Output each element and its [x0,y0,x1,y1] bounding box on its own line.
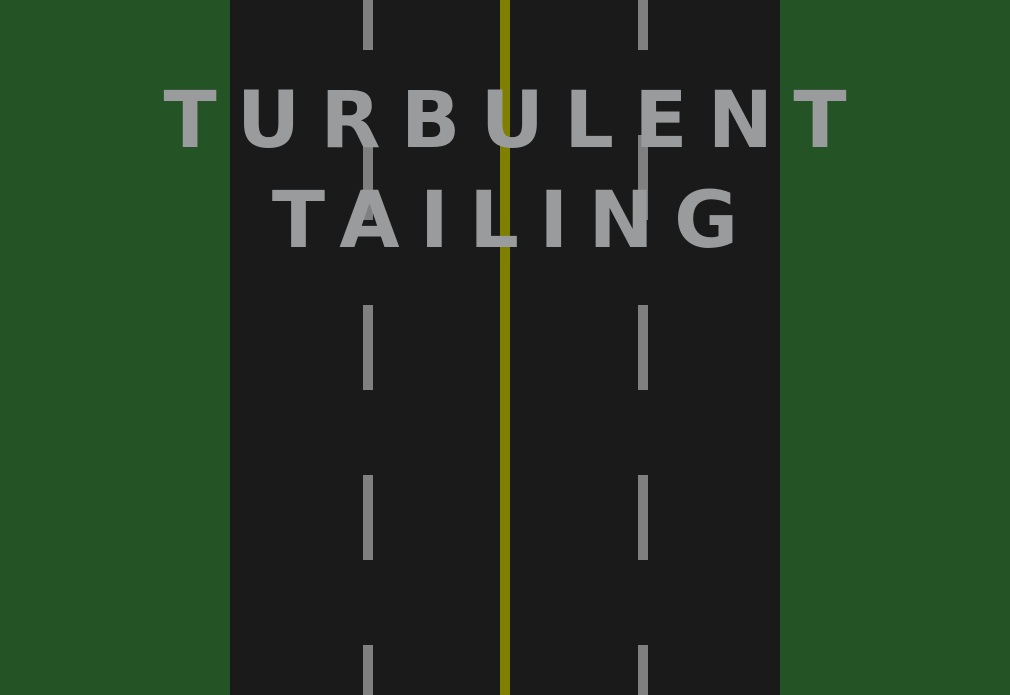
lane-dash-right [638,0,648,50]
lane-dash-right [638,645,648,695]
lane-dash-right [638,305,648,390]
lane-dash-left [363,645,373,695]
game-title-line-1: TURBULENT [163,76,867,166]
lane-dash-right [638,475,648,560]
lane-dash-left [363,0,373,50]
game-title-line-2: TAILING [271,176,759,266]
lane-dash-left [363,475,373,560]
lane-dash-left [363,305,373,390]
